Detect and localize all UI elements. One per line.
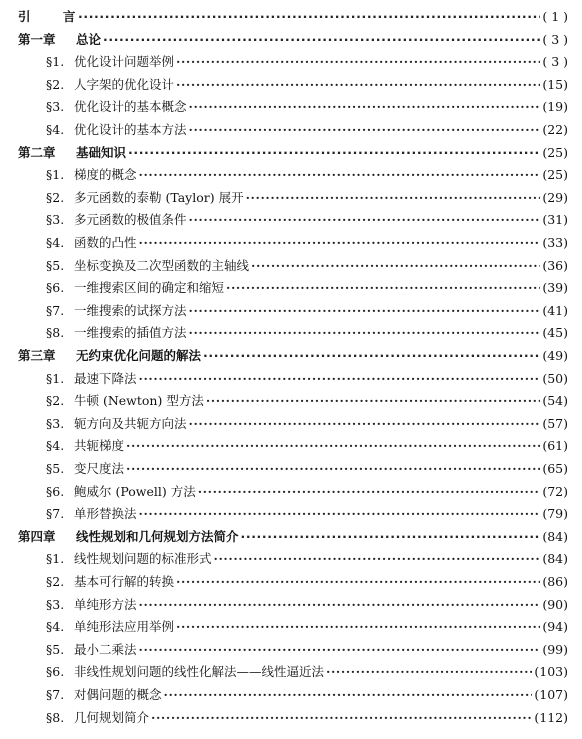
toc-section-row[interactable] — [0, 119, 568, 141]
toc-entry-number: §5. — [46, 257, 65, 273]
toc-section-row[interactable] — [0, 458, 568, 480]
toc-page-number: (107) — [534, 687, 568, 702]
toc-entry-number: §4. — [46, 438, 65, 454]
dot-leader — [139, 368, 541, 390]
toc-entry-number: §5. — [46, 461, 65, 476]
dot-leader — [226, 277, 540, 299]
toc-entry-title: 一维搜索区间的确定和缩短 — [74, 280, 225, 296]
toc-entry-number: 第三章 — [18, 348, 56, 363]
toc-section-row[interactable] — [0, 571, 568, 593]
toc-page-number: (54) — [542, 393, 568, 409]
toc-section-row[interactable] — [0, 481, 568, 503]
dot-leader — [251, 255, 540, 277]
dot-leader — [214, 548, 541, 570]
toc-entry-number: 第一章 — [18, 31, 56, 47]
toc-entry-number: §2. — [46, 76, 65, 92]
toc-section-row[interactable] — [0, 413, 568, 435]
toc-entry-number: §3. — [46, 212, 65, 228]
toc-entry-number: §2. — [46, 189, 65, 205]
toc-entry-number: §8. — [46, 325, 65, 341]
toc-entry-number: §1. — [46, 54, 65, 70]
toc-chapter-row[interactable] — [0, 142, 568, 164]
dot-leader — [189, 119, 541, 141]
toc-entry-title: 无约束优化问题的解法 — [76, 348, 202, 363]
dot-leader — [206, 390, 540, 412]
toc-page-number: (29) — [542, 189, 568, 205]
toc-page-number: (57) — [542, 415, 568, 431]
toc-page-number: (61) — [542, 438, 568, 454]
toc-section-row[interactable] — [0, 255, 568, 277]
dot-leader — [176, 616, 540, 638]
toc-page-number: (103) — [534, 664, 568, 680]
toc-section-row[interactable] — [0, 661, 568, 683]
toc-chapter-row[interactable] — [0, 345, 568, 367]
toc-page-number: (50) — [542, 370, 568, 386]
toc-page-number: ( 1 ) — [542, 9, 568, 24]
toc-entry-title: 函数的凸性 — [74, 235, 137, 250]
toc-entry-title: 几何规划简介 — [74, 709, 150, 725]
toc-section-row[interactable] — [0, 164, 568, 186]
dot-leader — [241, 526, 541, 548]
toc-page-number: (72) — [542, 483, 568, 499]
toc-entry-title: 人字架的优化设计 — [74, 76, 175, 92]
toc-entry-number: §3. — [46, 596, 65, 612]
toc-section-row[interactable] — [0, 616, 568, 638]
toc-section-row[interactable] — [0, 232, 568, 254]
toc-entry-number: §2. — [46, 393, 65, 409]
toc-section-row[interactable] — [0, 594, 568, 616]
toc-page-number: (25) — [542, 167, 568, 183]
toc-entry-number: 第二章 — [18, 144, 56, 160]
toc-section-row[interactable] — [0, 390, 568, 412]
toc-entry-number: §3. — [46, 99, 65, 115]
toc-entry-number: §7. — [46, 687, 65, 702]
toc-entry-title: 单纯形法应用举例 — [74, 619, 175, 635]
toc-chapter-row[interactable] — [0, 29, 568, 51]
toc-page-number: ( 3 ) — [542, 31, 568, 47]
toc-page-number: (86) — [542, 574, 568, 589]
toc-page-number: (36) — [542, 257, 568, 273]
toc-section-row[interactable] — [0, 300, 568, 322]
toc-page-number: (94) — [542, 619, 568, 635]
toc-section-row[interactable] — [0, 187, 568, 209]
toc-entry-number: §6. — [46, 664, 65, 680]
toc-page-number: (49) — [542, 348, 568, 363]
dot-leader — [164, 684, 533, 706]
toc-entry-title: 非线性规划问题的线性化解法——线性逼近法 — [74, 664, 325, 680]
toc-entry-title: 单纯形方法 — [74, 596, 137, 612]
toc-entry-title: 线性规划和几何规划方法简介 — [76, 528, 239, 544]
dot-leader — [189, 300, 541, 322]
dot-leader — [176, 51, 540, 73]
toc-entry-number: §3. — [46, 415, 65, 431]
toc-section-row[interactable] — [0, 548, 568, 570]
dot-leader — [246, 187, 541, 209]
toc-entry-title: 一维搜索的试探方法 — [74, 302, 187, 318]
toc-entry-number: §5. — [46, 641, 65, 657]
toc-section-row[interactable] — [0, 51, 568, 73]
toc-page-number: (31) — [542, 212, 568, 228]
toc-section-row[interactable] — [0, 503, 568, 525]
toc-entry-number: 引 言 — [18, 9, 90, 24]
dot-leader — [189, 209, 541, 231]
dot-leader — [126, 435, 540, 457]
dot-leader — [128, 142, 540, 164]
toc-entry-title: 多元函数的泰勒 (Taylor) 展开 — [74, 189, 244, 205]
toc-page-number: (15) — [542, 76, 568, 92]
toc-section-row[interactable] — [0, 684, 568, 706]
toc-entry-title: 对偶问题的概念 — [74, 687, 162, 702]
toc-entry-title: 基础知识 — [76, 144, 127, 160]
toc-entry-title: 多元函数的极值条件 — [74, 212, 187, 228]
toc-entry-number: §6. — [46, 483, 65, 499]
toc-chapter-row[interactable] — [0, 6, 568, 28]
toc-entry-title: 轭方向及共轭方向法 — [74, 415, 187, 431]
toc-entry-number: §7. — [46, 302, 65, 318]
dot-leader — [189, 96, 541, 118]
toc-entry-title: 线性规划问题的标准形式 — [74, 551, 212, 567]
toc-entry-number: §8. — [46, 709, 65, 725]
toc-entry-title: 坐标变换及二次型函数的主轴线 — [74, 257, 250, 273]
toc-entry-number: §4. — [46, 235, 65, 250]
toc-page-number: (25) — [542, 144, 568, 160]
dot-leader — [189, 322, 541, 344]
toc-section-row[interactable] — [0, 707, 568, 729]
toc-entry-title: 最速下降法 — [74, 370, 137, 386]
dot-leader — [78, 6, 540, 28]
dot-leader — [126, 458, 540, 480]
toc-entry-title: 优化设计的基本方法 — [74, 122, 187, 137]
toc-page-number: (39) — [542, 280, 568, 296]
dot-leader — [203, 345, 540, 367]
toc-section-row[interactable] — [0, 368, 568, 390]
toc-section-row[interactable] — [0, 277, 568, 299]
toc-section-row[interactable] — [0, 74, 568, 96]
toc-page-number: (19) — [542, 99, 568, 115]
toc-page-number: (84) — [542, 551, 568, 567]
toc-entry-number: §2. — [46, 574, 65, 589]
toc-entry-number: 第四章 — [18, 528, 56, 544]
toc-page-number: ( 3 ) — [542, 54, 568, 70]
dot-leader — [176, 74, 540, 96]
toc-page-number: (45) — [542, 325, 568, 341]
toc-entry-number: §1. — [46, 551, 65, 567]
toc-entry-title: 最小二乘法 — [74, 641, 137, 657]
toc-entry-title: 优化设计问题举例 — [74, 54, 175, 70]
dot-leader — [139, 639, 541, 661]
toc-page-number: (90) — [542, 596, 568, 612]
toc-page-number: (22) — [542, 122, 568, 137]
dot-leader — [139, 164, 541, 186]
toc-entry-title: 单形替换法 — [74, 506, 137, 522]
dot-leader — [189, 413, 541, 435]
toc-entry-title: 牛顿 (Newton) 型方法 — [74, 393, 204, 409]
toc-entry-title: 总论 — [76, 31, 102, 47]
toc-entry-title: 一维搜索的插值方法 — [74, 325, 187, 341]
toc-entry-number: §4. — [46, 619, 65, 635]
toc-page-number: (112) — [534, 709, 568, 725]
toc-page-number: (99) — [542, 641, 568, 657]
dot-leader — [139, 594, 541, 616]
toc-page-number: (65) — [542, 461, 568, 476]
toc-section-row[interactable] — [0, 435, 568, 457]
toc-entry-title: 共轭梯度 — [74, 438, 125, 454]
dot-leader — [139, 503, 541, 525]
toc-page-number: (79) — [542, 506, 568, 522]
dot-leader — [139, 232, 541, 254]
toc-entry-title: 优化设计的基本概念 — [74, 99, 187, 115]
toc-section-row[interactable] — [0, 96, 568, 118]
toc-section-row[interactable] — [0, 639, 568, 661]
toc-entry-title: 基本可行解的转换 — [74, 574, 175, 589]
toc-section-row[interactable] — [0, 322, 568, 344]
dot-leader — [326, 661, 532, 683]
toc-chapter-row[interactable] — [0, 526, 568, 548]
toc-section-row[interactable] — [0, 209, 568, 231]
toc-page-number: (41) — [542, 302, 568, 318]
toc-entry-number: §4. — [46, 122, 65, 137]
dot-leader — [151, 707, 532, 729]
dot-leader — [176, 571, 540, 593]
toc-entry-number: §7. — [46, 506, 65, 522]
toc-entry-number: §6. — [46, 280, 65, 296]
toc-entry-number: §1. — [46, 370, 65, 386]
dot-leader — [103, 29, 540, 51]
toc-entry-title: 变尺度法 — [74, 461, 125, 476]
toc-entry-title: 鲍威尔 (Powell) 方法 — [74, 483, 196, 499]
toc-page-number: (33) — [542, 235, 568, 250]
toc-entry-number: §1. — [46, 167, 65, 183]
toc-entry-title: 梯度的概念 — [74, 167, 137, 183]
dot-leader — [198, 481, 541, 503]
toc-page-number: (84) — [542, 528, 568, 544]
